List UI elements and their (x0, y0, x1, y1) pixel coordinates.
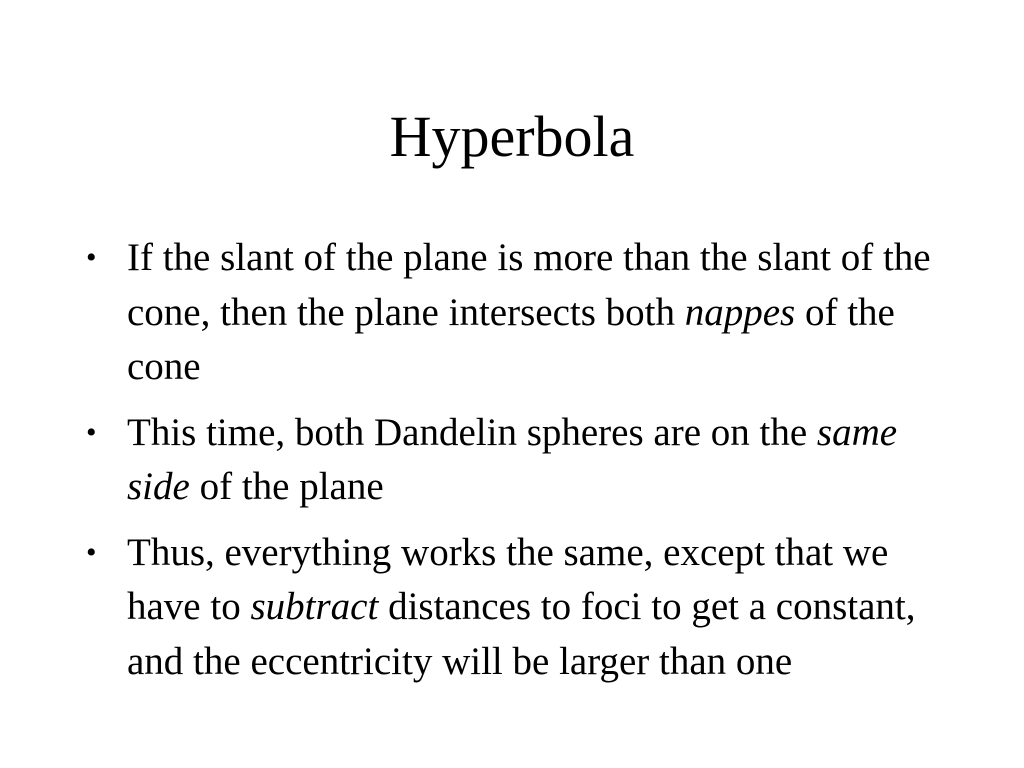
slide-title: Hyperbola (389, 104, 635, 169)
bullet-text-segment: of the cone (127, 290, 895, 388)
bullet-text-segment: This time, both Dandelin spheres are on the (127, 410, 817, 454)
bullet-text-segment: If the slant of the plane is more than the slant of the cone, then the plane intersects both (127, 236, 931, 334)
bullet-glyph: • (86, 415, 97, 449)
bullet-text-emphasis: subtract (250, 585, 379, 628)
bullet-text-emphasis: nappes (684, 290, 796, 334)
bullet-glyph: • (86, 241, 97, 274)
bullet-text-emphasis: same side (127, 410, 898, 508)
bullet-item-3 (86, 526, 946, 690)
bullet-text-segment: of the plane (189, 465, 384, 508)
bullet-list (86, 231, 946, 700)
bullet-text-segment: Thus, everything works the same, except that we have to (127, 530, 889, 628)
bullet-item-2 (86, 406, 946, 515)
bullet-item-1 (86, 231, 946, 395)
bullet-glyph: • (86, 535, 97, 569)
bullet-text-segment: distances to foci to get a constant, and the eccentricity will be larger than one (127, 585, 916, 683)
